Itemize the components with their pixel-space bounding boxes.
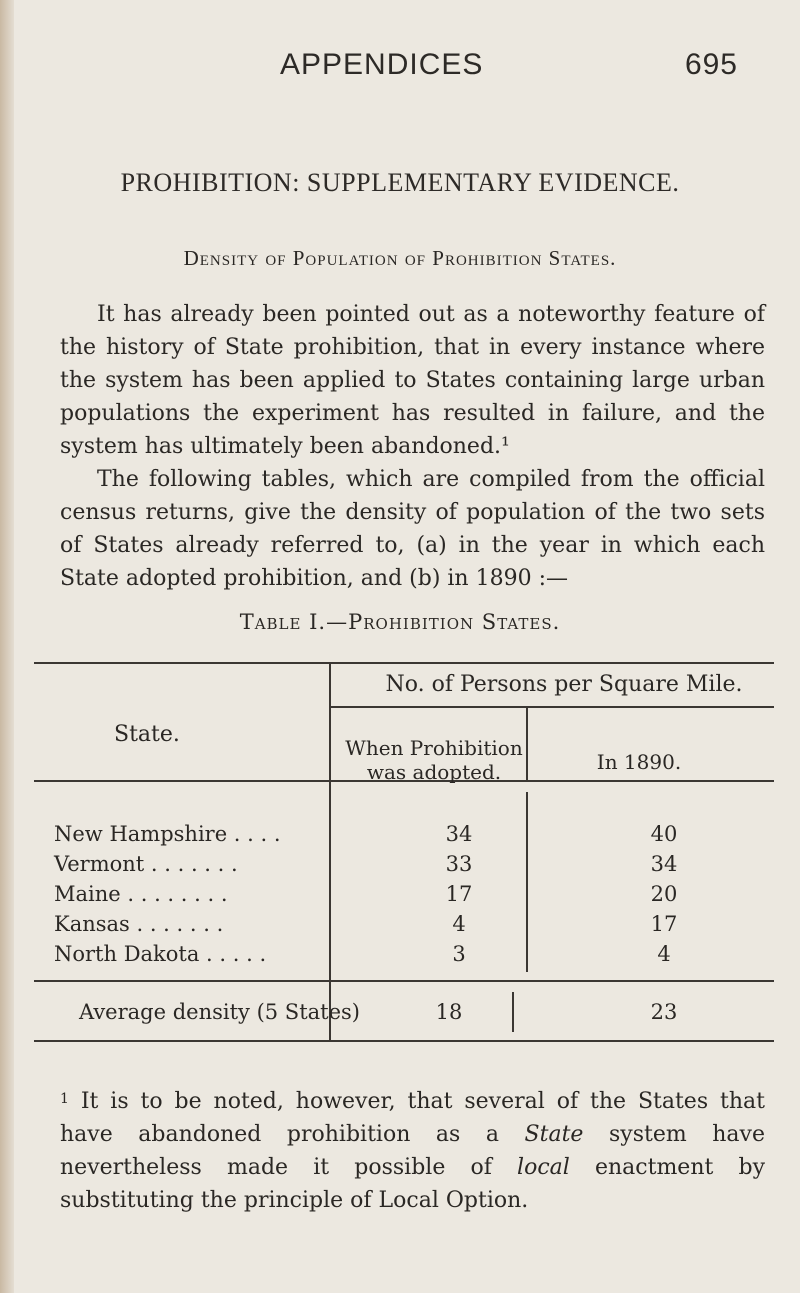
section-subtitle: Density of Population of Prohibition States. <box>183 246 617 270</box>
state-name: Kansas . . . . . . . <box>54 912 224 936</box>
state-name: Maine . . . . . . . . <box>54 882 228 906</box>
running-header <box>280 48 738 82</box>
density-1890: 34 <box>650 852 678 876</box>
density-1890: 20 <box>650 882 678 906</box>
state-name: New Hampshire . . . . <box>54 822 281 846</box>
table-row <box>34 822 774 850</box>
average-adopted: 18 <box>435 1000 463 1024</box>
table-caption: Table I.—Prohibition States. <box>239 610 561 634</box>
footnote-marker: 1 <box>60 1091 69 1107</box>
body-bottom-rule <box>34 980 774 982</box>
density-adopted: 4 <box>452 912 466 936</box>
paragraph: It has already been pointed out as a noteworthy feature of the history of State prohibition, that in every instance where the system has been applied to States containing large urban populations the experiment has resulted in failure, and the system has ultimately been abandoned.¹ <box>60 302 765 459</box>
table-row <box>34 942 774 970</box>
footnote-text: It is to be noted, however, that several of the States that have abandoned prohibition as a <box>60 1089 765 1147</box>
footnote-emphasis: local <box>517 1155 570 1180</box>
page-number: 695 <box>684 48 738 81</box>
density-1890: 17 <box>650 912 678 936</box>
density-adopted: 3 <box>452 942 466 966</box>
footnote-emphasis: State <box>524 1122 584 1147</box>
table-row <box>34 912 774 940</box>
column-header-adopted: When Prohibition was adopted. <box>345 736 523 784</box>
table-top-rule <box>34 662 774 664</box>
page-edge <box>0 0 14 1293</box>
table-bottom-rule <box>34 1040 774 1042</box>
state-name: North Dakota . . . . . <box>54 942 267 966</box>
density-1890: 40 <box>650 822 678 846</box>
density-adopted: 33 <box>445 852 473 876</box>
footnote-text: system have nevertheless made it possible of <box>60 1122 765 1180</box>
density-1890: 4 <box>657 942 671 966</box>
footnote-text: enactment by substituting the principle of Local Option. <box>60 1155 765 1213</box>
density-adopted: 34 <box>445 822 473 846</box>
table-row <box>34 852 774 880</box>
state-name: Vermont . . . . . . . <box>54 852 238 876</box>
average-label: Average density (5 States) <box>79 1000 360 1024</box>
column-header-state: State. <box>114 722 180 747</box>
body-text <box>60 298 765 595</box>
running-title: APPENDICES <box>280 48 484 81</box>
density-table <box>34 662 774 1042</box>
column-group-header: No. of Persons per Square Mile. <box>385 672 743 697</box>
paragraph: The following tables, which are compiled from the official census returns, give the density of population of the two sets of States already referred to, (a) in the year in which each State adopted prohibition, and (b) in 1890 :— <box>60 467 765 591</box>
table-row <box>34 882 774 910</box>
footnote <box>60 1085 765 1217</box>
group-header-rule <box>329 706 774 708</box>
density-adopted: 17 <box>445 882 473 906</box>
column-header-1890: In 1890. <box>596 750 682 774</box>
section-title: PROHIBITION: SUPPLEMENTARY EVIDENCE. <box>120 168 680 197</box>
average-1890: 23 <box>650 1000 678 1024</box>
